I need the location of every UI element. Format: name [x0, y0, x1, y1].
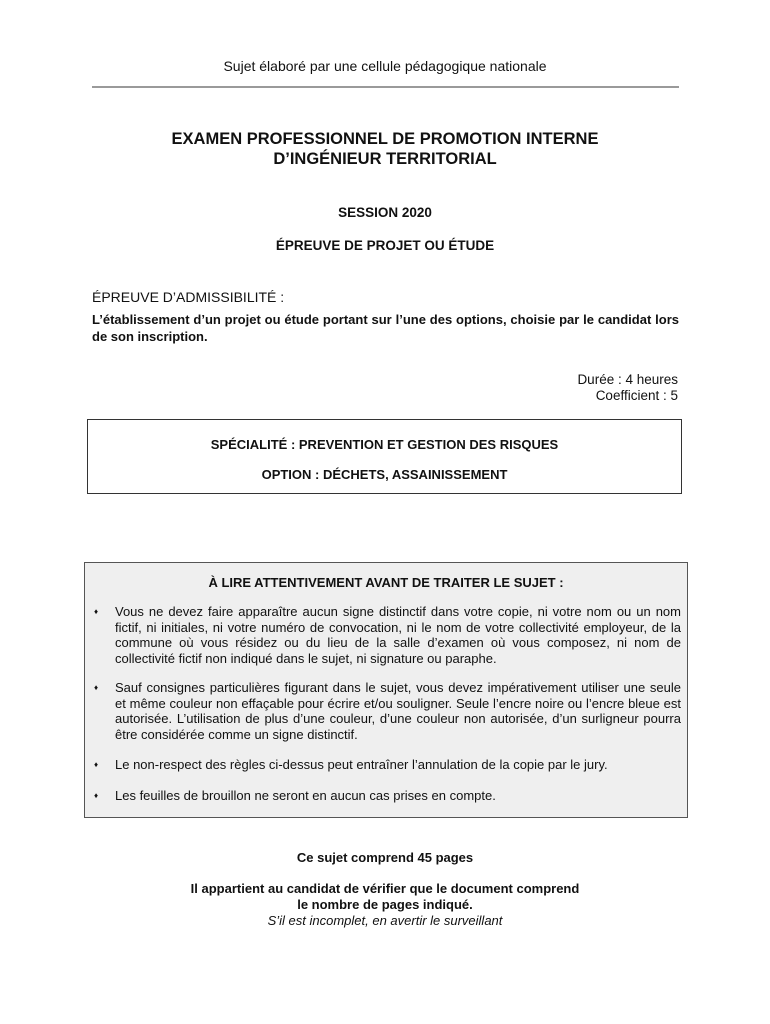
duration-text: Durée : 4 heures: [577, 372, 678, 387]
page-count-notice: Ce sujet comprend 45 pages: [296, 850, 474, 865]
duration-block: [577, 372, 678, 404]
diamond-bullet-icon: ♦: [94, 760, 99, 769]
exam-title-line-1: EXAMEN PROFESSIONNEL DE PROMOTION INTERNE: [171, 130, 599, 148]
instructions-title: À LIRE ATTENTIVEMENT AVANT DE TRAITER LE SUJET :: [208, 575, 564, 590]
instruction-text: Vous ne devez faire apparaître aucun signe distinctif dans votre copie, ni votre nom ou un nom fictif, ni initiales, ni votre numéro de convocation, ni le nom de votre collectivité employeur, de la commune où vous résidez ou du lieu de la salle d’examen où vous composez, ni nom de collectivité fictif non indiqué dans le sujet, ni signature ou paraphe.: [115, 604, 681, 666]
specialty-box: [87, 419, 682, 494]
option-label: OPTION : DÉCHETS, ASSAINISSEMENT: [261, 467, 508, 482]
page-check-line-2: le nombre de pages indiqué.: [297, 897, 473, 912]
exam-title: [0, 129, 770, 169]
exam-title-line-2: D’INGÉNIEUR TERRITORIAL: [273, 150, 497, 168]
admissibilite-description: L’établissement d’un projet ou étude portant sur l’une des options, choisie par le candidat lors de son inscription.: [92, 312, 679, 344]
admissibilite-heading: ÉPREUVE D’ADMISSIBILITÉ :: [92, 289, 285, 305]
epreuve-label: ÉPREUVE DE PROJET OU ÉTUDE: [275, 238, 495, 253]
header-note: Sujet élaboré par une cellule pédagogique nationale: [223, 58, 547, 74]
header-divider: [92, 86, 679, 88]
session-label: SESSION 2020: [338, 205, 432, 220]
instruction-text: Sauf consignes particulières figurant dans le sujet, vous devez impérativement utiliser une seule et même couleur non effaçable pour écrire et/ou souligner. Seule l’encre noire ou l’encre bleue est autorisée. L’utilisation de plus d’une couleur, d’une couleur non autorisée, d’un surligneur pourra être considérée comme un signe distinctif.: [115, 680, 681, 742]
diamond-bullet-icon: ♦: [94, 607, 99, 616]
incomplete-warning: S’il est incomplet, en avertir le surveillant: [267, 913, 503, 928]
page-check-line-1: Il appartient au candidat de vérifier que le document comprend: [190, 881, 580, 896]
coefficient-text: Coefficient : 5: [595, 388, 678, 403]
diamond-bullet-icon: ♦: [94, 683, 99, 692]
instruction-text: Les feuilles de brouillon ne seront en aucun cas prises en compte.: [115, 788, 496, 803]
page-check-notice: [0, 881, 770, 913]
diamond-bullet-icon: ♦: [94, 791, 99, 800]
specialty-label: SPÉCIALITÉ : PREVENTION ET GESTION DES RISQUES: [210, 437, 559, 452]
instruction-text: Le non-respect des règles ci-dessus peut entraîner l’annulation de la copie par le jury.: [115, 757, 608, 772]
instructions-box: [84, 562, 688, 818]
